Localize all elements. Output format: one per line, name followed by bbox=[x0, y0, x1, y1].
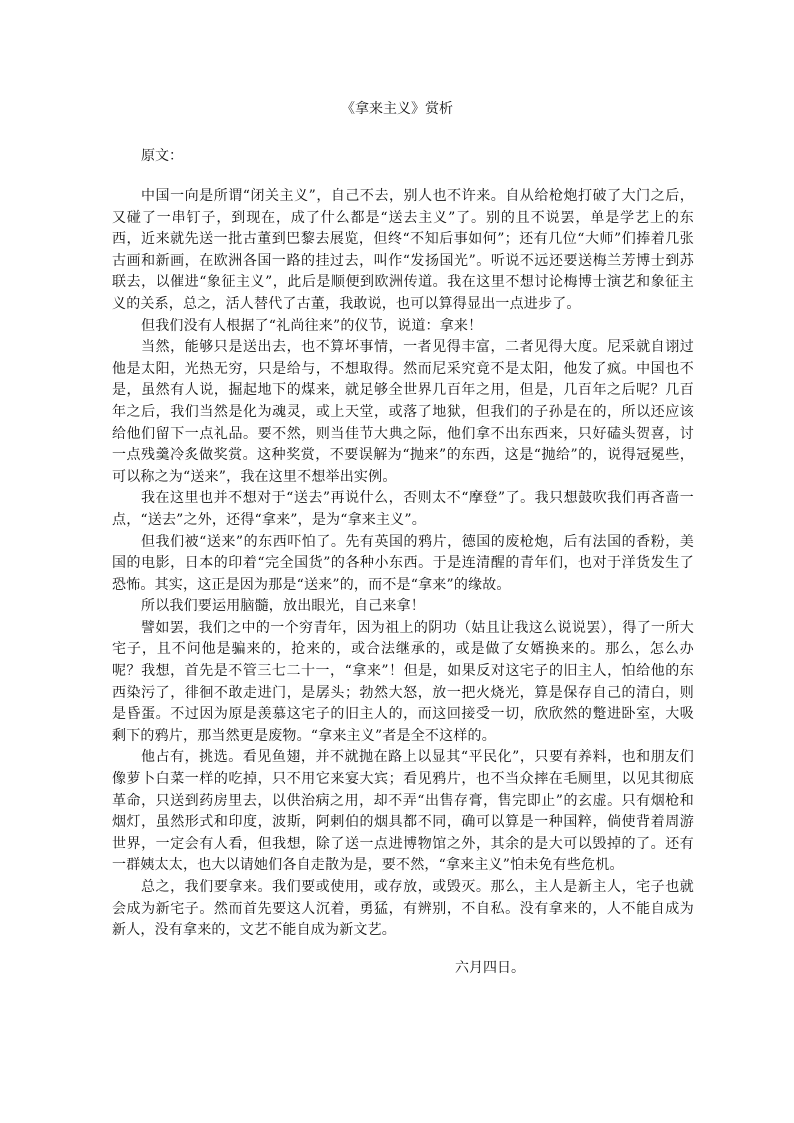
paragraph-6: 所以我们要运用脑髓，放出眼光，自己来拿！ bbox=[141, 598, 425, 615]
paragraph-2: 但我们没有人根据了“礼尚往来”的仪节，说道：拿来！ bbox=[141, 317, 483, 334]
paragraph-8: 他占有，挑选。看见鱼翅，并不就抛在路上以显其“平民化”，只要有养料，也和朋友们像萝卜白菜一样的吃掉，只不用它来宴大宾；看见鸦片，也不当众摔在毛厕里，以见其彻底革命，只送到药房里去，以供治病之用，却不弄“出售存膏，售完即止”的玄虚。只有烟枪和烟灯，虽然形式和印度，波斯，阿剌伯的烟具都不同，确可以算是一种国粹，倘使背着周游世界，一定会有人看，但我想，除了送一点进博物馆之外，其余的是大可以毁掉的了。还有一群姨太太，也大以请她们各自走散为是，要不然，“拿来主义”怕未免有些危机。 bbox=[112, 749, 694, 874]
paragraph-5: 但我们被“送来”的东西吓怕了。先有英国的鸦片，德国的废枪炮，后有法国的香粉，美国的电影，日本的印着“完全国货”的各种小东西。于是连清醒的青年们，也对于洋货发生了恐怖。其实，这正是因为那是“送来”的，而不是“拿来”的缘故。 bbox=[112, 533, 694, 593]
paragraph-9: 总之，我们要拿来。我们要或使用，或存放，或毁灭。那么，主人是新主人，宅子也就会成为新宅子。然而首先要这人沉着，勇猛，有辨别，不自私。没有拿来的，人不能自成为新人，没有拿来的，文艺不能自成为新文艺。 bbox=[112, 879, 694, 939]
document-date: 六月四日。 bbox=[455, 960, 525, 976]
paragraph-7: 譬如罢，我们之中的一个穷青年，因为祖上的阴功（姑且让我这么说说罢），得了一所大宅子，且不问他是骗来的，抢来的，或合法继承的，或是做了女婿换来的。那么，怎么办呢？我想，首先是不管三七二十一，“拿来”！但是，如果反对这宅子的旧主人，怕给他的东西染污了，徘徊不敢走进门，是孱头；勃然大怒，放一把火烧光，算是保存自己的清白，则是昏蛋。不过因为原是羡慕这宅子的旧主人的，而这回接受一切，欣欣然的蹩进卧室，大吸剩下的鸦片，那当然更是废物。“拿来主义”者是全不这样的。 bbox=[112, 619, 694, 744]
paragraph-1: 中国一向是所谓“闭关主义”，自己不去，别人也不许来。自从给枪炮打破了大门之后，又碰了一串钉子，到现在，成了什么都是“送去主义”了。别的且不说罢，单是学艺上的东西，近来就先送一批古董到巴黎去展览，但终“不知后事如何”；还有几位“大师”们捧着几张古画和新画，在欧洲各国一路的挂过去，叫作“发扬国光”。听说不远还要送梅兰芳博士到苏联去，以催进“象征主义”，此后是顺便到欧洲传道。我在这里不想讨论梅博士演艺和象征主义的关系，总之，活人替代了古董，我敢说，也可以算得显出一点进步了。 bbox=[112, 188, 694, 312]
paragraph-4: 我在这里也并不想对于“送去”再说什么，否则太不“摩登”了。我只想鼓吹我们再吝啬一点，“送去”之外，还得“拿来”，是为“拿来主义”。 bbox=[112, 490, 694, 528]
document-title: 《拿来主义》赏析 bbox=[341, 101, 453, 117]
document-body bbox=[112, 186, 694, 942]
paragraph-3: 当然，能够只是送出去，也不算坏事情，一者见得丰富，二者见得大度。尼采就自诩过他是太阳，光热无穷，只是给与，不想取得。然而尼采究竟不是太阳，他发了疯。中国也不是，虽然有人说，掘起地下的煤来，就足够全世界几百年之用，但是，几百年之后呢？几百年之后，我们当然是化为魂灵，或上天堂，或落了地狱，但我们的子孙是在的，所以还应该给他们留下一点礼品。要不然，则当佳节大典之际，他们拿不出东西来，只好磕头贺喜，讨一点残羹冷炙做奖赏。这种奖赏，不要误解为“抛来”的东西，这是“抛给”的，说得冠冕些，可以称之为“送来”，我在这里不想举出实例。 bbox=[112, 339, 694, 485]
section-heading: 原文： bbox=[141, 148, 183, 164]
